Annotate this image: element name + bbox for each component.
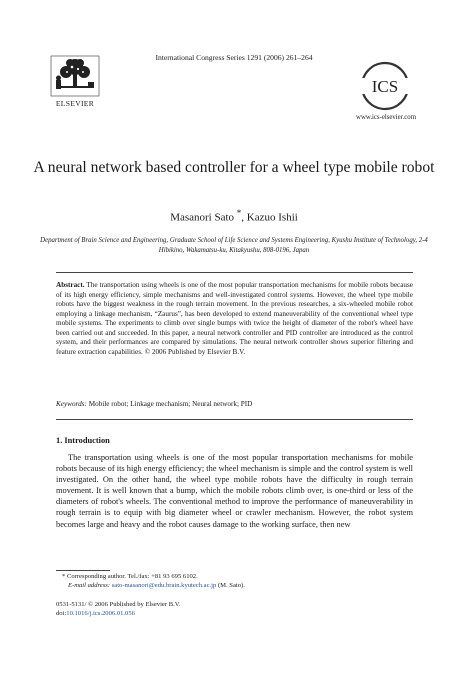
elsevier-tree-logo <box>50 55 100 97</box>
author-list <box>0 208 468 224</box>
doi-link[interactable]: 10.1016/j.ics.2006.01.056 <box>66 610 135 617</box>
footnote-rule <box>56 570 110 571</box>
divider <box>56 419 413 420</box>
keywords <box>56 400 413 410</box>
keywords-label: Keywords: <box>56 400 87 408</box>
email-label: E-mail address: <box>68 581 111 589</box>
doi-label: doi: <box>56 610 67 617</box>
issn-line: 0531-5131/ © 2006 Published by Elsevier B.V. <box>56 601 181 608</box>
affiliation: Department of Brain Science and Engineering, Graduate School of Life Science and Systems Engineering, Kyushu Institute of Technology, 2-4 Hibikino, Wakamatsu-ku, Kitakyushu, 808-0196, Japan <box>40 237 428 254</box>
footnote <box>56 573 413 591</box>
abstract <box>56 281 413 357</box>
author-separator: , <box>241 211 247 224</box>
divider <box>56 272 413 273</box>
publication-info <box>56 600 413 618</box>
author-name: Kazuo Ishii <box>246 211 298 224</box>
ics-logo-text: ICS <box>371 77 399 96</box>
keywords-text: Mobile robot; Linkage mechanism; Neural network; PID <box>86 400 253 408</box>
introduction-paragraph: The transportation using wheels is one of the most popular transportation mechanisms for mobile robots because of its high energy efficiency; the wheel mechanism is simple and the control system is well investigated. On the other hand, the wheel type mobile robots have the difficulty in rough terrain movement. It is well known that a bump, which the mobile robots climb over, is one-third or less of the diameters of robot's wheels. The conventional method to improve the performance of maneuverability in rough terrain is to equip with big diameter wheel or crawler mechanism. However, the robot system becomes large and heavy and the robot causes damage to the working surface, then new <box>56 453 413 529</box>
journal-citation: International Congress Series 1291 (2006) 261–264 <box>155 53 313 62</box>
email-suffix: (M. Sato). <box>216 581 245 589</box>
corresponding-author-note: * Corresponding author. Tel./fax: +81 93 695 6102. <box>62 573 198 580</box>
abstract-text: The transportation using wheels is one of the most popular transportation mechanisms for mobile robots because of its high energy efficiency, simple mechanisms and well-investigated control systems. However, the wheel type mobile robots have the biggest weakness in the rough terrain movement. In the previous researches, a six-wheeled mobile robot employing a linkage mechanism, “Zaurus”, has been developed to extend maneuverability of the conventional wheel type mobile systems. The experiments to climb over single bumps with twice the height of diameter of the robot's wheel have been carried out and succeeded. In this paper, a neural network controller and PID controller are introduced as the control system, and their performances are compared by simulations. The neural network controller shows superior filtering and feature extraction capabilities. © 2006 Published by Elsevier B.V. <box>56 281 413 356</box>
publisher-url[interactable]: www.ics-elsevier.com <box>356 114 416 121</box>
section-heading: 1. Introduction <box>56 436 110 445</box>
publisher-name: ELSEVIER <box>55 99 95 108</box>
author-name: Masanori Sato <box>170 211 235 224</box>
article-title: A neural network based controller for a wheel type mobile robot <box>33 159 435 176</box>
ics-logo <box>356 60 414 112</box>
corresponding-mark[interactable]: * <box>236 208 242 218</box>
abstract-label: Abstract. <box>56 281 85 289</box>
email-line <box>56 582 413 591</box>
doi-line <box>56 609 413 618</box>
email-link[interactable]: sato-masanori@edu.brain.kyutech.ac.jp <box>111 581 217 589</box>
